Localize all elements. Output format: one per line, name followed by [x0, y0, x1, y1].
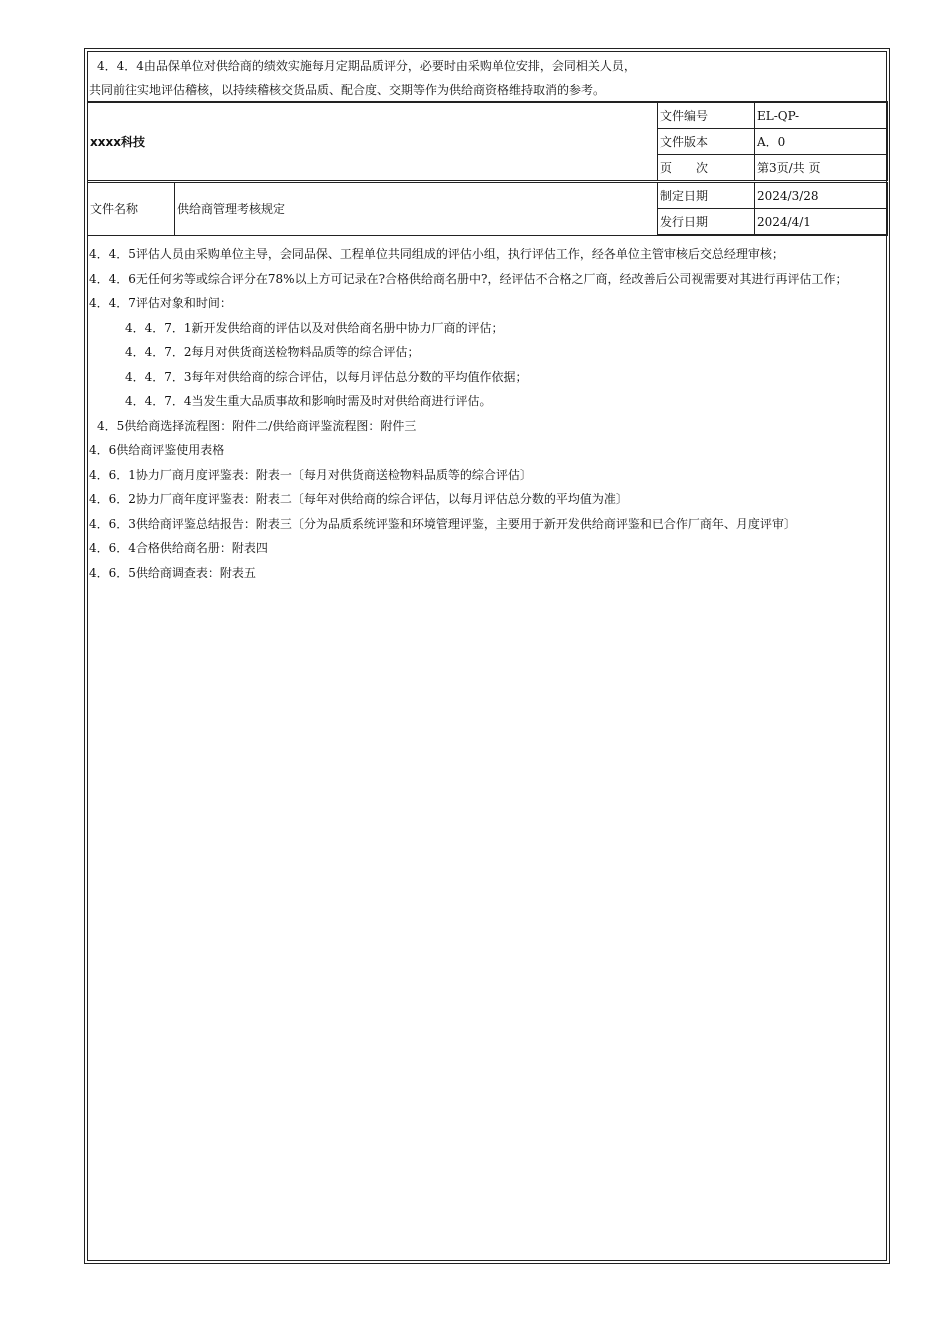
- clause-4-4-7-2: 4．4．7．2每月对供货商送检物料品质等的综合评估；: [125, 345, 420, 359]
- clause-4-4-7: 4．4．7评估对象和时间：: [89, 296, 232, 310]
- clause-4-4-7-4: 4．4．7．4当发生重大品质事故和影响时需及时对供给商进行评估。: [125, 394, 492, 408]
- clause-4-6-2: 4．6．2协力厂商年度评鉴表：附表二〔每年对供给商的综合评估，以每月评估总分数的平均值为准〕: [89, 492, 628, 506]
- clause-4-4-6: 4．4．6无任何劣等或综合评分在78%以上方可记录在?合格供给商名册中?，经评估不合格之厂商，经改善后公司视需要对其进行再评估工作；: [89, 271, 848, 286]
- clause-4-6-3: 4．6．3供给商评鉴总结报告：附表三〔分为品质系统评鉴和环境管理评鉴，主要用于新开发供给商评鉴和已合作厂商年、月度评审〕: [89, 516, 796, 531]
- made-date-value: 2024/3/28: [755, 182, 888, 209]
- page-value: 第3页/共 页: [755, 155, 888, 182]
- page-label: 页 次: [658, 155, 755, 182]
- issue-date-value: 2024/4/1: [755, 209, 888, 236]
- clause-4-5: 4．5供给商选择流程图：附件二/供给商评鉴流程图：附件三: [97, 418, 417, 433]
- company-name: xxxx科技: [88, 102, 658, 182]
- document-body: [89, 242, 887, 585]
- intro-paragraph: [89, 54, 885, 102]
- issue-date-label: 发行日期: [658, 209, 755, 236]
- clause-4-6: 4．6供给商评鉴使用表格: [89, 443, 225, 457]
- doc-name-value: 供给商管理考核规定: [175, 182, 658, 236]
- clause-4-6-4: 4．6．4合格供给商名册：附表四: [89, 541, 268, 555]
- clause-4-6-1: 4．6．1协力厂商月度评鉴表：附表一〔每月对供货商送检物料品质等的综合评估〕: [89, 467, 532, 482]
- intro-line-2: 共同前往实地评估稽核，以持续稽核交货品质、配合度、交期等作为供给商资格维持取消的参考。: [89, 83, 606, 97]
- clause-4-6-5: 4．6．5供给商调查表：附表五: [89, 565, 256, 580]
- document-header-table: [87, 101, 888, 236]
- clause-4-4-7-3: 4．4．7．3每年对供给商的综合评估，以每月评估总分数的平均值作依据；: [125, 369, 528, 384]
- made-date-label: 制定日期: [658, 182, 755, 209]
- version-label: 文件版本: [658, 129, 755, 155]
- doc-name-label: 文件名称: [88, 182, 175, 236]
- doc-no-label: 文件编号: [658, 102, 755, 129]
- version-value: A．0: [755, 129, 888, 155]
- clause-4-4-7-1: 4．4．7．1新开发供给商的评估以及对供给商名册中协力厂商的评估；: [125, 320, 504, 335]
- intro-line-1: 4．4．4由品保单位对供给商的绩效实施每月定期品质评分，必要时由采购单位安排，会同相关人员，: [97, 59, 636, 73]
- clause-4-4-5: 4．4．5评估人员由采购单位主导，会同品保、工程单位共同组成的评估小组，执行评估工作，经各单位主管审核后交总经理审核；: [89, 247, 784, 261]
- doc-no-value: EL-QP-: [755, 102, 888, 129]
